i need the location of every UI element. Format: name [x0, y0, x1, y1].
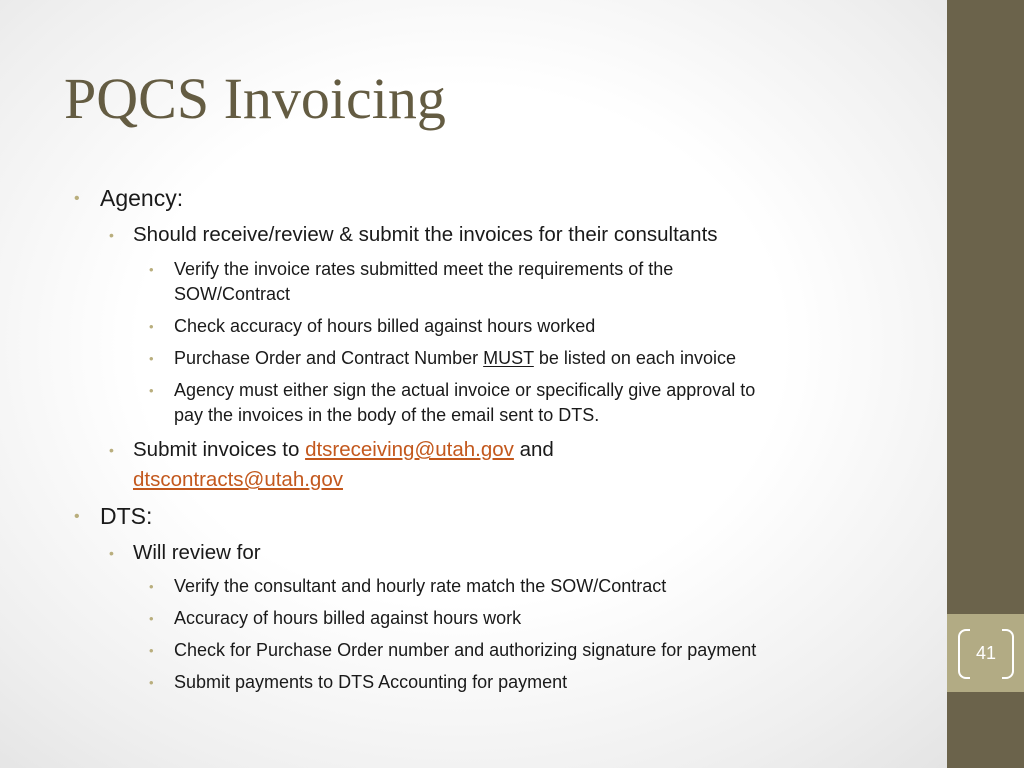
po-text-before: Purchase Order and Contract Number: [174, 348, 479, 368]
bullet-dot-icon: •: [149, 579, 154, 594]
bullet-dot-icon: •: [149, 262, 154, 277]
bullet-dot-icon: •: [109, 227, 114, 243]
email-link-dtscontracts[interactable]: dtscontracts@utah.gov: [133, 468, 343, 491]
bullet-dot-icon: •: [149, 383, 154, 398]
po-must-emphasis: MUST: [483, 348, 534, 368]
bullet-dot-icon: •: [149, 675, 154, 690]
page-number-frame: [958, 629, 1014, 677]
bullet-dot-icon: •: [149, 319, 154, 334]
bullet-dts-verify: [149, 574, 667, 599]
bullet-dot-icon: •: [149, 611, 154, 626]
bullet-dot-icon: •: [74, 508, 80, 525]
dts-accuracy-text: Accuracy of hours billed against hours work: [174, 608, 522, 628]
bullet-dot-icon: •: [149, 643, 154, 658]
bullet-dot-icon: •: [74, 190, 80, 207]
po-text-after: be listed on each invoice: [538, 348, 736, 368]
bullet-check-hours: [149, 314, 596, 339]
check-hours-text: Check accuracy of hours billed against hours worked: [174, 316, 596, 336]
slide-title: PQCS Invoicing: [64, 66, 446, 131]
verify-rates-line1: Verify the invoice rates submitted meet the requirements of the: [174, 259, 674, 279]
bullet-agency-review: [109, 222, 718, 248]
verify-rates-line2: SOW/Contract: [174, 284, 291, 304]
bullet-agency-sign: [149, 378, 756, 403]
bullet-verify-rates-cont: [174, 282, 290, 307]
bullet-dts-check-po: [149, 638, 757, 663]
bullet-submit-invoices: [109, 437, 554, 463]
agency-label: Agency:: [100, 185, 184, 211]
bullet-dot-icon: •: [109, 545, 114, 561]
submit-prefix: Submit invoices to: [133, 438, 300, 461]
bullet-dts-submit-payments: [149, 670, 568, 695]
submit-conjunction: and: [519, 438, 554, 461]
agency-review-text: Should receive/review & submit the invoices for their consultants: [133, 223, 718, 246]
agency-sign-line1: Agency must either sign the actual invoice or specifically give approval to: [174, 380, 756, 400]
dts-check-po-text: Check for Purchase Order number and authorizing signature for payment: [174, 640, 757, 660]
dts-label: DTS:: [100, 503, 153, 529]
bullet-agency: [74, 185, 184, 212]
bullet-submit-invoices-cont: [133, 467, 343, 493]
bullet-agency-sign-cont: [174, 403, 599, 428]
dts-review-text: Will review for: [133, 541, 261, 564]
email-link-dtsreceiving[interactable]: dtsreceiving@utah.gov: [305, 438, 514, 461]
bullet-dot-icon: •: [149, 351, 154, 366]
page-number: 41: [975, 643, 997, 663]
bullet-dts-accuracy: [149, 606, 522, 631]
bullet-po-number: [149, 346, 736, 371]
bullet-dts-review: [109, 540, 261, 566]
bullet-verify-rates: [149, 257, 674, 282]
bullet-dts: [74, 503, 153, 530]
bullet-dot-icon: •: [109, 442, 114, 458]
agency-sign-line2: pay the invoices in the body of the email sent to DTS.: [174, 405, 600, 425]
dts-submit-payments-text: Submit payments to DTS Accounting for payment: [174, 672, 568, 692]
dts-verify-text: Verify the consultant and hourly rate match the SOW/Contract: [174, 576, 667, 596]
